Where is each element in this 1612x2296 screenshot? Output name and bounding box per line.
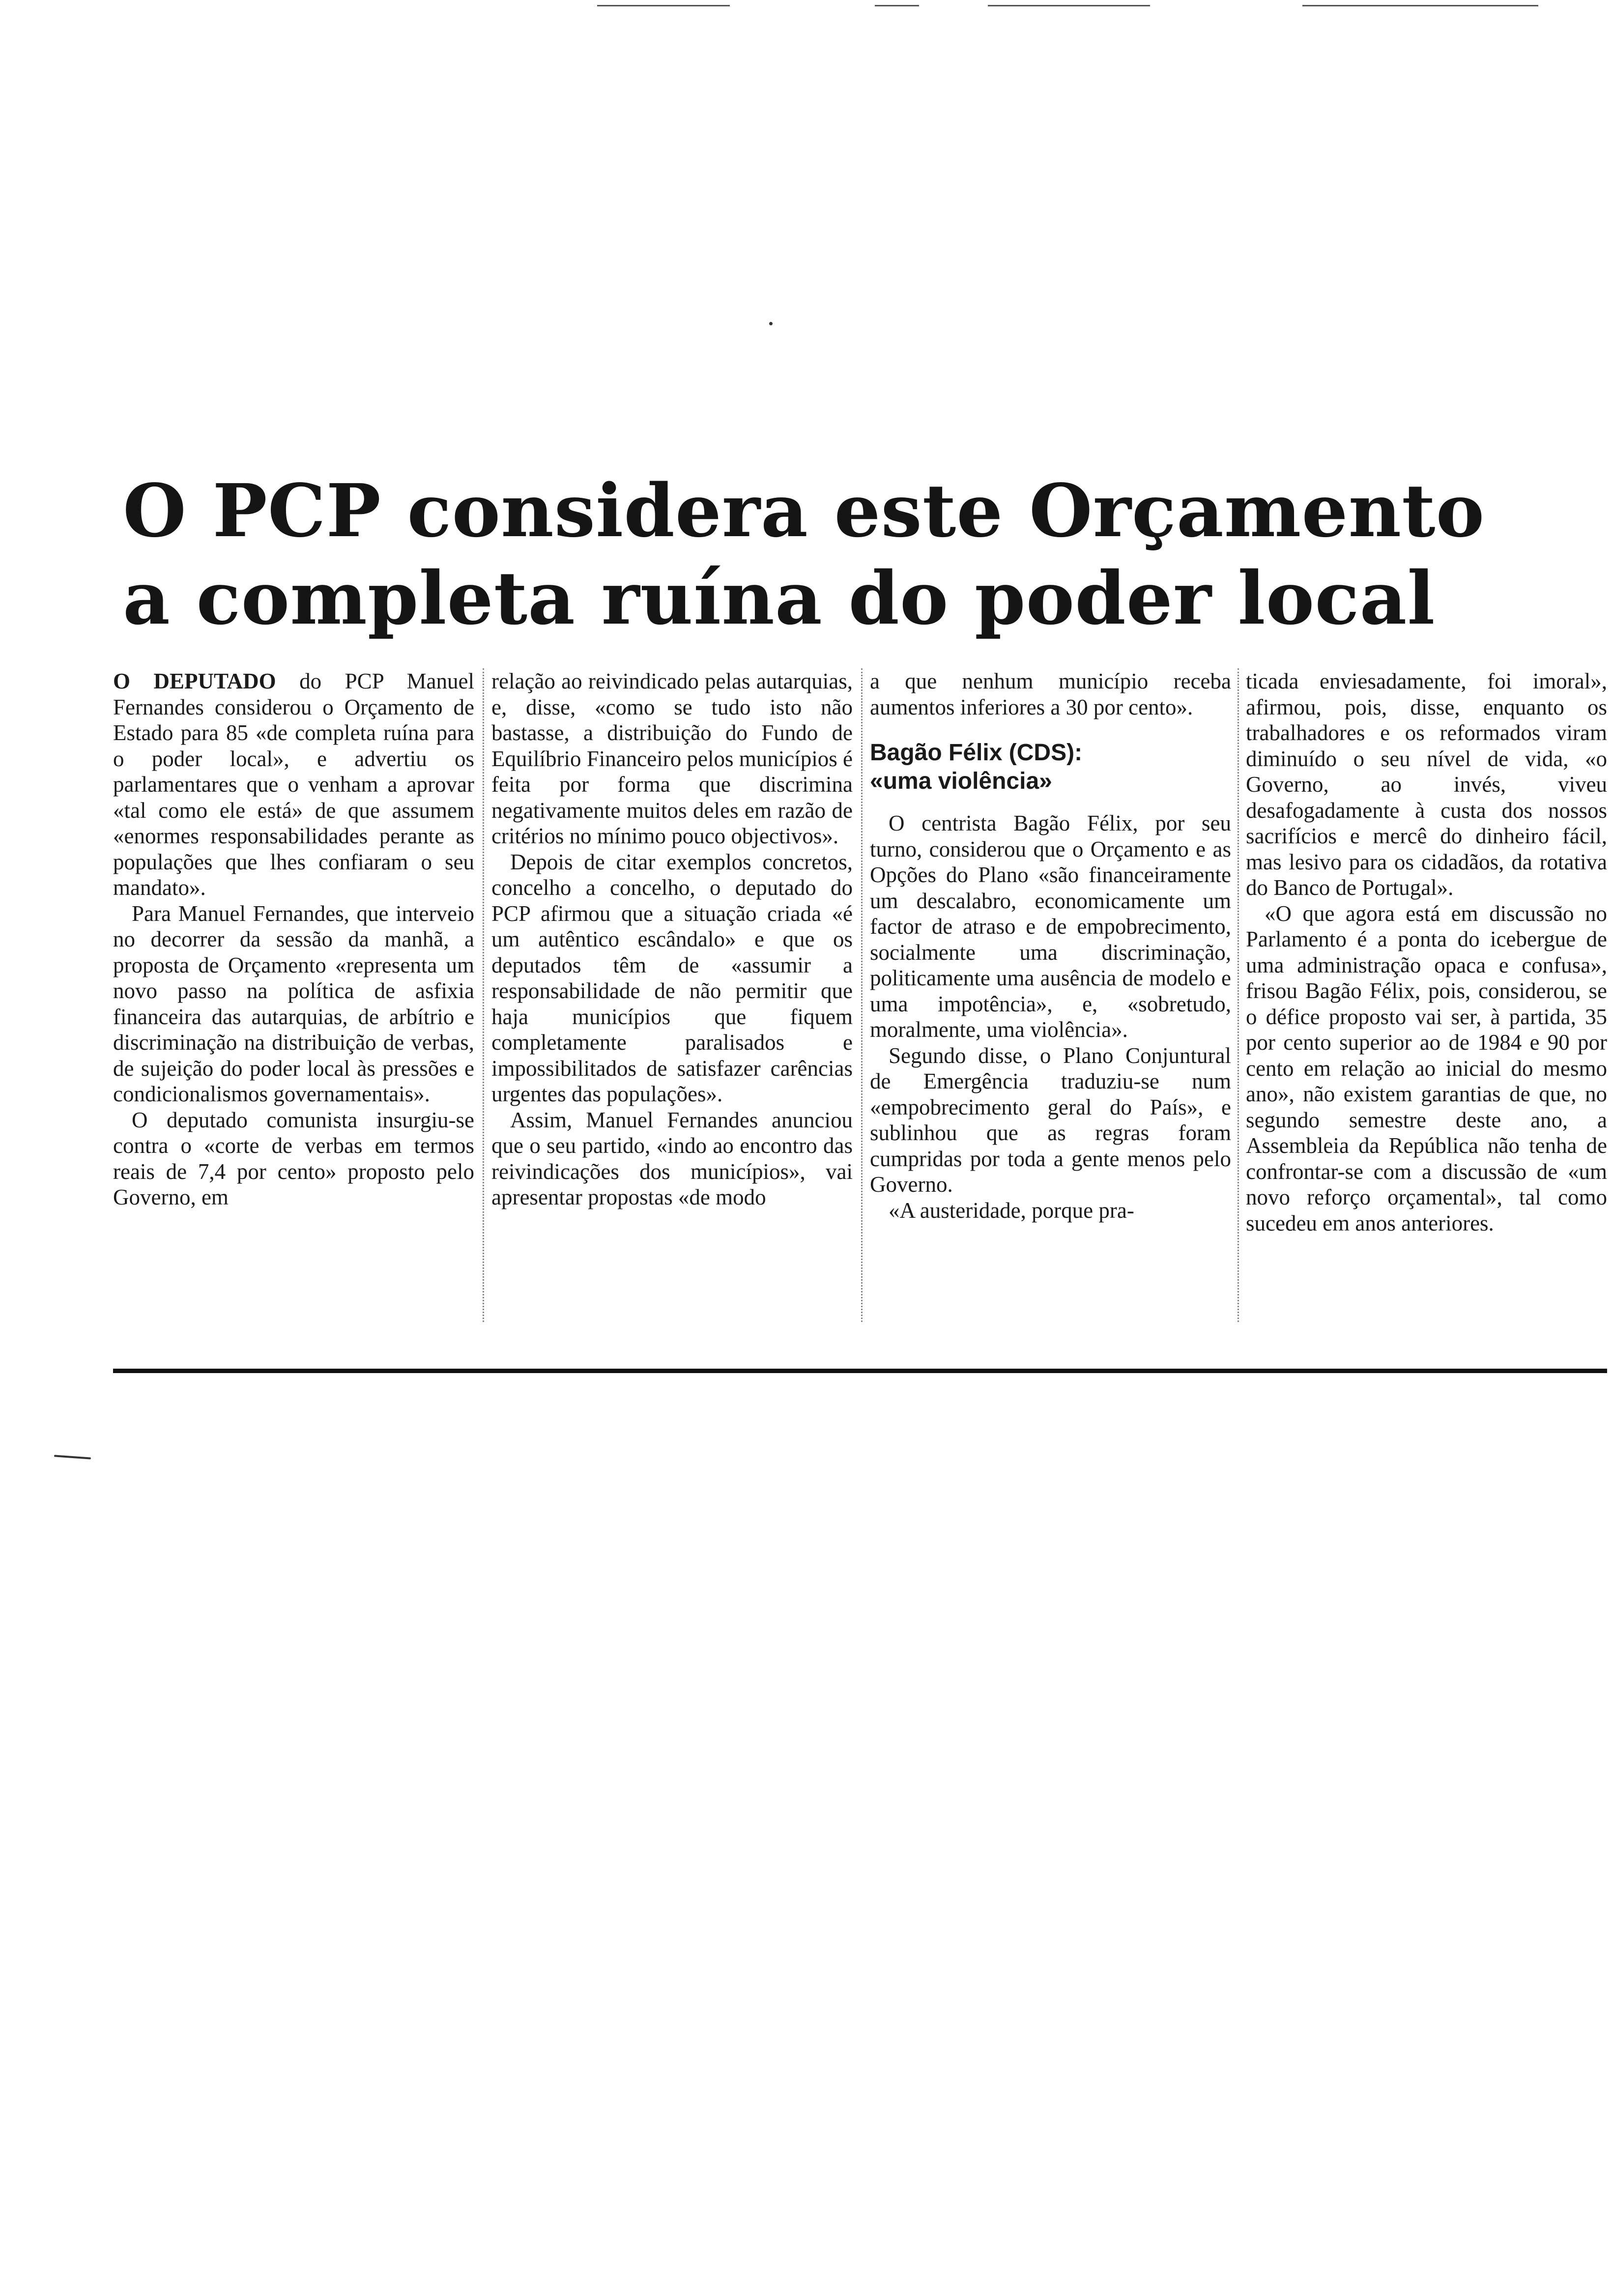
newspaper-clipping xyxy=(113,467,1612,1376)
article-body xyxy=(113,668,1607,1347)
paragraph: Depois de citar exemplos concretos, concelho a concelho, o deputado do PCP afirmou que a situação criada «é um autêntico escândalo» e que os deputados têm de «assumir a responsabilidade de não permitir que haja municípios que fiquem completamente paralisados e impossibilitados de satisfazer carências urgentes das populações». xyxy=(491,849,853,1106)
paragraph: Assim, Manuel Fernandes anunciou que o seu partido, «indo ao encontro das reivindicações dos municípios», vai apresentar propostas «de modo xyxy=(491,1107,853,1209)
paragraph: O centrista Bagão Félix, por seu turno, considerou que o Orçamento e as Opções do Plano «são financeiramente um descalabro, economicamente um factor de atraso e de empobrecimento, socialmente uma discriminação, politicamente uma ausência de modelo e uma impotência», e, «sobretudo, moralmente, uma violência». xyxy=(870,811,1231,1042)
paragraph: a que nenhum município receba aumentos inferiores a 30 por cento». xyxy=(870,669,1231,719)
column-divider xyxy=(861,668,863,1322)
column-divider xyxy=(1238,668,1239,1322)
paragraph xyxy=(113,668,474,901)
article-column-3 xyxy=(870,668,1231,1223)
headline xyxy=(123,467,1597,642)
scan-artifact xyxy=(597,5,730,6)
paragraph: ticada enviesadamente, foi imoral», afirmou, pois, disse, enquanto os trabalhadores e os reformados viram diminuído o seu nível de vida, «o Governo, ao invés, viveu desafogadamente à custa dos nossos sacrifícios e mercê do dinheiro fácil, mas lesivo para os cidadãos, da rotativa do Banco de Portugal». xyxy=(1246,669,1607,900)
subheading xyxy=(870,739,1231,796)
headline-line-2: a completa ruína do poder local xyxy=(123,555,1436,641)
scan-speck xyxy=(769,322,773,325)
subheading-line-2: «uma violência» xyxy=(870,768,1052,794)
article-column-4 xyxy=(1246,668,1607,1236)
paragraph: O deputado comunista insurgiu-se contra o «corte de verbas em termos reais de 7,4 por cento» proposto pelo Governo, em xyxy=(113,1107,474,1209)
scan-artifact xyxy=(988,5,1150,6)
paragraph-text: do PCP Manuel Fernandes considerou o Orçamento de Estado para 85 «de completa ruína para o poder local», e advertiu os parlamentares que o venham a aprovar «tal como ele está» de que assumem «enormes responsabilidades perante as populações que lhes confiaram o seu mandato». xyxy=(113,669,474,900)
paragraph: «O que agora está em discussão no Parlamento é a ponta do icebergue de uma administração opaca e confusa», frisou Bagão Félix, pois, considerou, se o défice proposto vai ser, à partida, 35 por cento superior ao de 1984 e 90 por cento em relação ao inicial do mesmo ano», não existem garantias de que, no segundo semestre deste ano, a Assembleia da República não tenha de confrontar-se com a discussão de «um novo reforço orçamental», tal como sucedeu em anos anteriores. xyxy=(1246,901,1607,1235)
lead-word: O DEPUTADO xyxy=(113,669,276,693)
scan-artifact xyxy=(875,5,919,6)
bottom-rule xyxy=(113,1369,1607,1373)
paragraph: Segundo disse, o Plano Conjuntural de Emergência traduziu-se num «empobrecimento geral do País», e sublinhou que as regras foram cumpridas por toda a gente menos pelo Governo. xyxy=(870,1043,1231,1197)
paragraph: relação ao reivindicado pelas autarquias, e, disse, «como se tudo isto não bastasse, a distribuição do Fundo de Equilíbrio Financeiro pelos municípios é feita por forma que discrimina negativamente muitos deles em razão de critérios no mínimo pouco objectivos». xyxy=(491,669,853,848)
scan-speck xyxy=(54,1455,91,1459)
article-column-1 xyxy=(113,668,474,1210)
paragraph: Para Manuel Fernandes, que interveio no decorrer da sessão da manhã, a proposta de Orçamento «representa um novo passo na política de asfixia financeira das autarquias, de arbítrio e discriminação na distribuição de verbas, de sujeição do poder local às pressões e condicionalismos governamentais». xyxy=(113,901,474,1106)
article-column-2 xyxy=(491,668,853,1210)
column-divider xyxy=(483,668,484,1322)
scan-artifact xyxy=(1302,5,1538,6)
headline-line-1: O PCP considera este Orçamento xyxy=(123,468,1485,553)
subheading-line-1: Bagão Félix (CDS): xyxy=(870,740,1083,766)
paragraph: «A austeridade, porque pra- xyxy=(889,1198,1134,1223)
